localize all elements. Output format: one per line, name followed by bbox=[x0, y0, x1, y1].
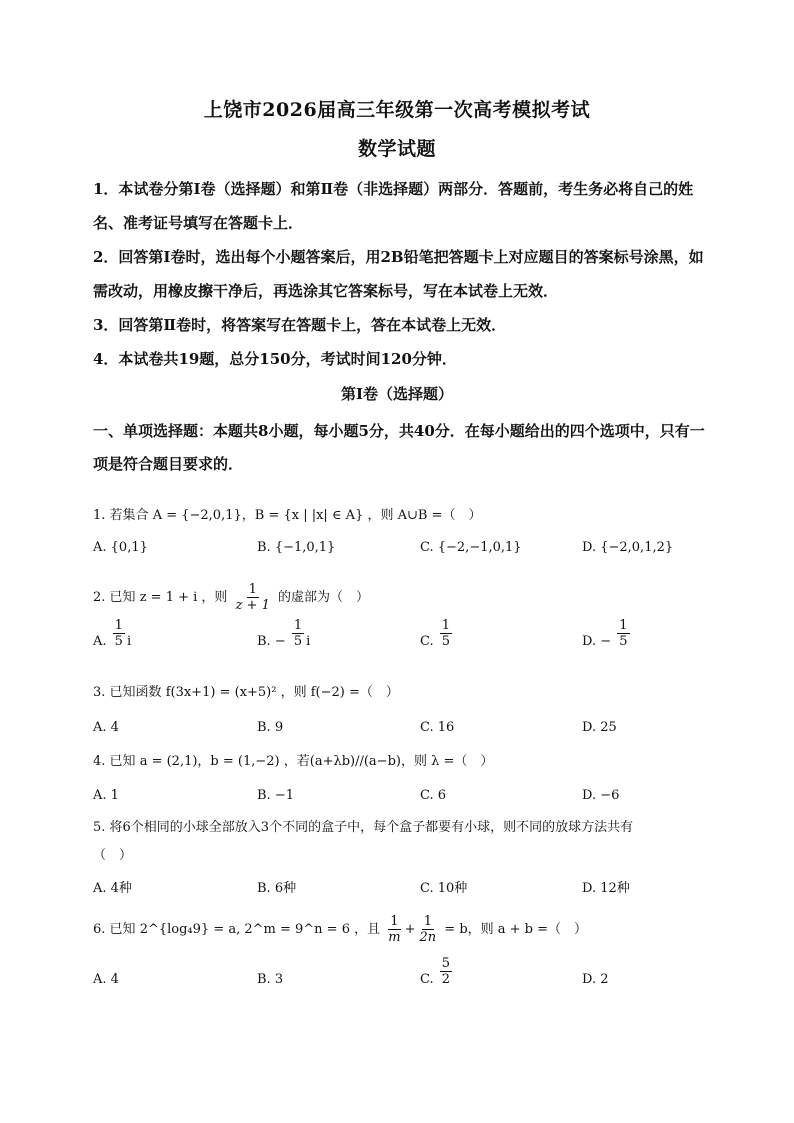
q3-prefix: 3. 已知函数 bbox=[93, 685, 162, 700]
q3-math: f(3x+1) = (x+5)² bbox=[165, 685, 277, 700]
q3-option-b: B. 9 bbox=[257, 720, 284, 735]
instruction-4: 4．本试卷共19题，总分150分，考试时间120分钟． bbox=[93, 350, 457, 368]
q6-frac1 bbox=[386, 914, 402, 945]
q5-option-d: D. 12种 bbox=[582, 881, 630, 896]
q5-option-b: B. 6种 bbox=[257, 881, 297, 896]
instruction-1: 1．本试卷分第Ⅰ卷（选择题）和第Ⅱ卷（非选择题）两部分．答题前，考生务必将自己的姓名、准考证号填写在答题卡上． bbox=[93, 180, 694, 232]
q2-b-sign: − bbox=[274, 634, 286, 649]
q2-c-label: C. bbox=[420, 634, 434, 649]
q2-a-frac bbox=[113, 618, 125, 649]
q2-c-frac bbox=[440, 618, 452, 649]
q6-frac2-num: 1 bbox=[423, 914, 432, 929]
question-3 bbox=[93, 683, 713, 703]
q2-d-den: 5 bbox=[619, 634, 628, 649]
q2-suffix: ，则 bbox=[201, 590, 228, 605]
q4-option-a: A. 1 bbox=[93, 788, 119, 803]
q3-option-d: D. 25 bbox=[582, 720, 617, 735]
q6-suffix: ，且 bbox=[354, 922, 381, 937]
q5-option-a: A. 4种 bbox=[93, 881, 132, 896]
q6-option-b: B. 3 bbox=[257, 972, 284, 987]
q6-frac1-den: m bbox=[388, 930, 401, 945]
q6-end: = b，则 a + b =（ ） bbox=[444, 922, 588, 937]
q3-suffix: ，则 f(−2) =（ ） bbox=[280, 685, 399, 700]
q2-a-den: 5 bbox=[114, 634, 123, 649]
q2-c-den: 5 bbox=[441, 634, 451, 649]
q2-b-den: 5 bbox=[293, 634, 303, 649]
q1-option-d: D. {−2,0,1,2} bbox=[582, 540, 674, 555]
instruction-3: 3．回答第Ⅱ卷时，将答案写在答题卡上，答在本试卷上无效． bbox=[93, 316, 507, 334]
q2-b-frac bbox=[292, 618, 304, 649]
q6-c-frac bbox=[440, 956, 452, 987]
q5-prefix: 5. 将6个相同的小球全部放入3个不同的盒子中，每个盒子都要有小球，则不同的放球方法共有 bbox=[93, 820, 634, 835]
q1-math: A = {−2,0,1}，B = {x | |x| ∈ A} bbox=[152, 508, 364, 523]
q1-option-b: B. {−1,0,1} bbox=[257, 540, 336, 555]
q6-c-num: 5 bbox=[441, 956, 451, 971]
q2-frac-num: 1 bbox=[248, 582, 257, 597]
q2-option-c bbox=[420, 618, 454, 649]
q5-line2: （ ） bbox=[93, 848, 133, 863]
q1-option-a: A. {0,1} bbox=[93, 540, 148, 555]
q6-c-label: C. bbox=[420, 972, 434, 987]
q6-c-den: 2 bbox=[441, 972, 451, 987]
q2-d-frac bbox=[617, 618, 629, 649]
q6-prefix: 6. 已知 bbox=[93, 922, 136, 937]
q2-a-num: 1 bbox=[114, 618, 123, 633]
q6-plus: + bbox=[404, 922, 416, 937]
q2-fraction bbox=[234, 582, 272, 613]
q2-option-a bbox=[93, 618, 132, 649]
q2-prefix: 2. 已知 bbox=[93, 590, 136, 605]
q4-prefix: 4. 已知 bbox=[93, 754, 136, 769]
instruction-2: 2．回答第Ⅰ卷时，选出每个小题答案后，用2B铅笔把答题卡上对应题目的答案标号涂黑，如需改动，用橡皮擦干净后，再选涂其它答案标号，写在本试卷上无效． bbox=[93, 248, 704, 300]
q2-option-b bbox=[257, 618, 311, 649]
q1-option-c: C. {−2,−1,0,1} bbox=[420, 540, 522, 555]
q6-option-d: D. 2 bbox=[582, 972, 609, 987]
question-5 bbox=[93, 818, 713, 866]
q2-d-label: D. bbox=[582, 634, 597, 649]
q6-option-a: A. 4 bbox=[93, 972, 119, 987]
exam-title: 上饶市2026届高三年级第一次高考模拟考试 bbox=[203, 99, 591, 121]
q2-d-num: 1 bbox=[619, 618, 628, 633]
q3-option-c: C. 16 bbox=[420, 720, 455, 735]
q6-math: 2^{log₄9} = a, 2^m = 9^n = 6 bbox=[139, 922, 350, 937]
q6-frac2 bbox=[418, 914, 439, 945]
question-4 bbox=[93, 752, 713, 772]
q2-end: 的虚部为（ ） bbox=[278, 590, 370, 605]
part-title: 第Ⅰ卷（选择题） bbox=[340, 385, 454, 403]
q2-frac-den: z + 1 bbox=[235, 598, 270, 613]
q4-suffix: ，若(a+λb)//(a−b)，则 λ =（ ） bbox=[283, 754, 494, 769]
q4-option-d: D. −6 bbox=[582, 788, 620, 803]
q2-d-sign: − bbox=[600, 634, 612, 649]
q2-b-suffix: i bbox=[306, 634, 311, 649]
q6-frac1-num: 1 bbox=[390, 914, 399, 929]
q6-option-c bbox=[420, 956, 454, 987]
question-6 bbox=[93, 914, 713, 945]
q2-math: z = 1 + i bbox=[139, 590, 198, 605]
q4-math: a = (2,1)，b = (1,−2) bbox=[139, 754, 280, 769]
q2-a-label: A. bbox=[93, 634, 107, 649]
q6-frac2-den: 2n bbox=[419, 930, 437, 945]
q2-b-num: 1 bbox=[293, 618, 303, 633]
question-2 bbox=[93, 582, 713, 613]
q5-option-c: C. 10种 bbox=[420, 881, 468, 896]
q2-a-suffix: i bbox=[126, 634, 132, 649]
q4-option-c: C. 6 bbox=[420, 788, 447, 803]
q1-prefix: 1. 若集合 bbox=[93, 508, 149, 523]
section-title: 一、单项选择题：本题共8小题，每小题5分，共40分．在每小题给出的四个选项中，只有一项是符合题目要求的． bbox=[93, 422, 705, 473]
q1-suffix: ，则 A∪B =（ ） bbox=[367, 508, 482, 523]
q2-c-num: 1 bbox=[441, 618, 451, 633]
question-1 bbox=[93, 506, 713, 526]
q3-option-a: A. 4 bbox=[93, 720, 119, 735]
q2-option-d bbox=[582, 618, 632, 649]
exam-subtitle: 数学试题 bbox=[357, 138, 436, 160]
q4-option-b: B. −1 bbox=[257, 788, 294, 803]
q2-b-label: B. bbox=[257, 634, 271, 649]
